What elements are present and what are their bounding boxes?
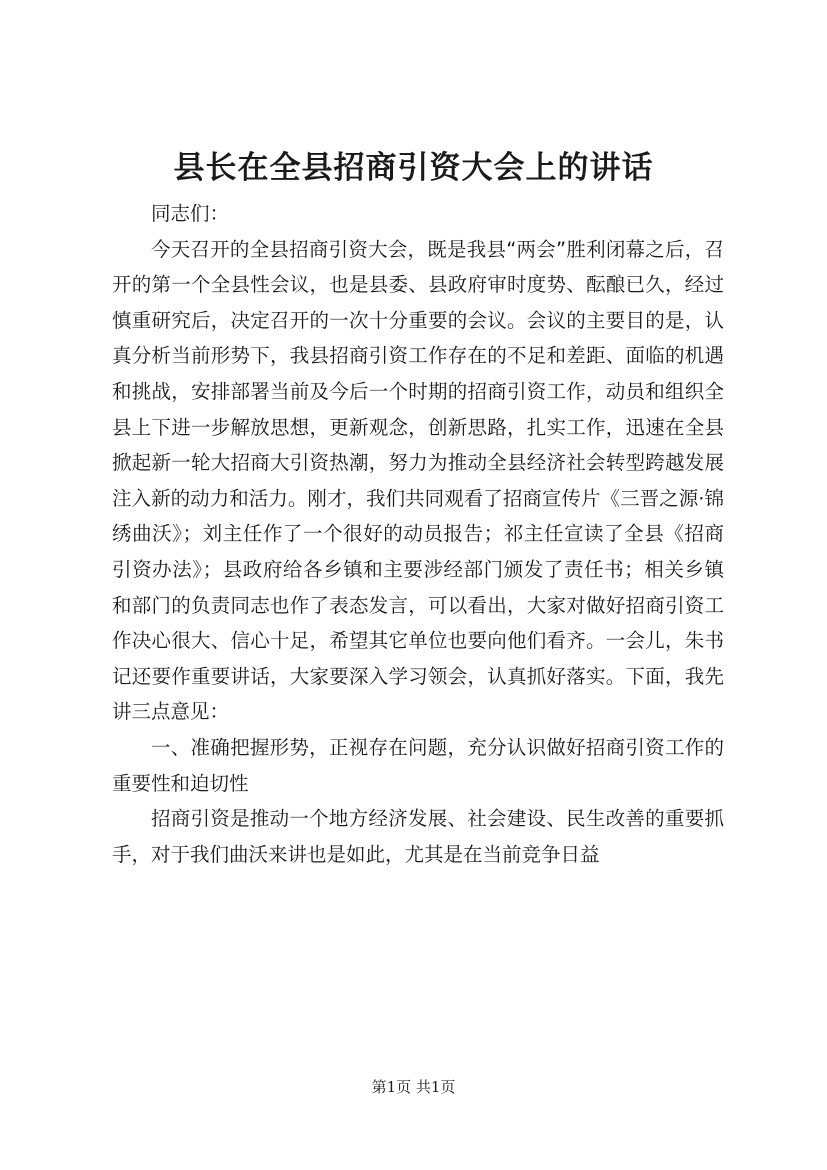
section-paragraph-1: 招商引资是推动一个地方经济发展、社会建设、民生改善的重要抓手，对于我们曲沃来讲也是如此，尤其是在当前竞争日益 (112, 807, 724, 866)
document-title: 县长在全县招商引资大会上的讲话 (173, 150, 654, 186)
document-body (112, 196, 724, 872)
salutation-paragraph: 同志们： (151, 202, 230, 225)
page-footer: 第1页 共1页 (371, 1078, 456, 1096)
section-heading-1: 一、准确把握形势，正视存在问题，充分认识做好招商引资工作的重要性和迫切性 (112, 735, 724, 795)
intro-paragraph: 今天召开的全县招商引资大会，既是我县“两会”胜利闭幕之后，召开的第一个全县性会议，也是县委、县政府审时度势、酝酿已久，经过慎重研究后，决定召开的一次十分重要的会议。会议的主要目的是，认真分析当前形势下，我县招商引资工作存在的不足和差距、面临的机遇和挑战，安排部署当前及今后一个时期的招商引资工作，动员和组织全县上下进一步解放思想，更新观念，创新思路，扎实工作，迅速在全县掀起新一轮大招商大引资热潮，努力为推动全县经济社会转型跨越发展注入新的动力和活力。刚才，我们共同观看了招商宣传片《三晋之源·锦绣曲沃》；刘主任作了一个很好的动员报告；祁主任宣读了全县《招商引资办法》；县政府给各乡镇和主要涉经部门颁发了责任书；相关乡镇和部门的负责同志也作了表态发言，可以看出，大家对做好招商引资工作决心很大、信心十足，希望其它单位也要向他们看齐。一会儿，朱书记还要作重要讲话，大家要深入学习领会，认真抓好落实。下面，我先讲三点意见： (112, 237, 724, 724)
